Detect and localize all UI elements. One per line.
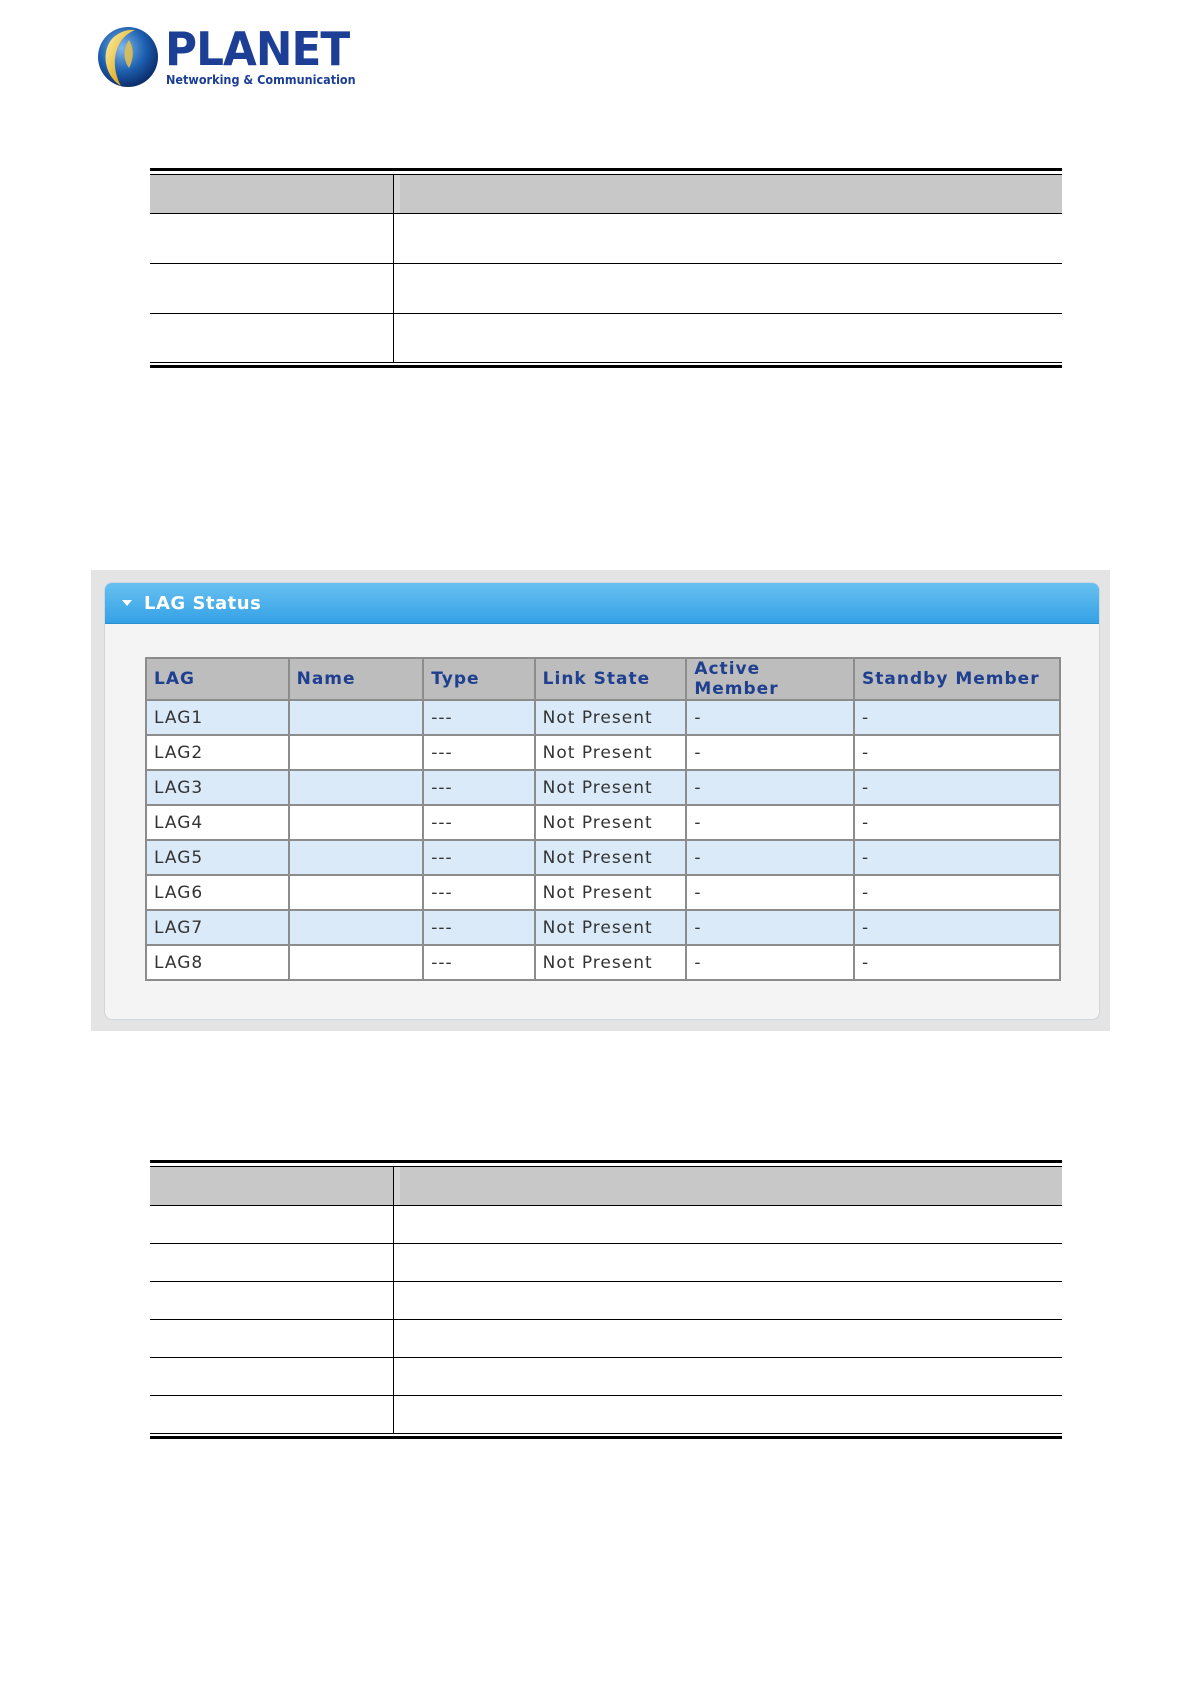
lag-status-table — [145, 657, 1061, 981]
name-cell — [289, 910, 424, 945]
active-member-cell: - — [686, 770, 854, 805]
globe-icon — [95, 24, 161, 90]
col-type-header: Type — [423, 658, 534, 700]
col-name-header: Name — [289, 658, 424, 700]
type-cell: --- — [423, 945, 534, 980]
standby-member-cell: - — [854, 945, 1060, 980]
standby-member-cell: - — [854, 875, 1060, 910]
standby-member-cell: - — [854, 770, 1060, 805]
type-cell: --- — [423, 700, 534, 735]
type-cell: --- — [423, 875, 534, 910]
lag-cell: LAG4 — [146, 805, 289, 840]
standby-member-cell: - — [854, 700, 1060, 735]
lag-cell: LAG2 — [146, 735, 289, 770]
type-cell: --- — [423, 910, 534, 945]
panel-header[interactable] — [105, 583, 1099, 624]
name-cell — [289, 945, 424, 980]
collapse-triangle-icon[interactable] — [122, 600, 132, 606]
table-header-row — [146, 658, 1060, 700]
link-state-cell: Not Present — [535, 735, 687, 770]
table-row — [146, 770, 1060, 805]
active-member-cell: - — [686, 875, 854, 910]
type-cell: --- — [423, 840, 534, 875]
table-row — [150, 1395, 1062, 1433]
col-standby-member-header: Standby Member — [854, 658, 1060, 700]
panel-title: LAG Status — [144, 592, 262, 614]
active-member-cell: - — [686, 910, 854, 945]
table-row — [150, 1205, 1062, 1243]
name-cell — [289, 700, 424, 735]
link-state-cell: Not Present — [535, 875, 687, 910]
lag-status-panel — [104, 582, 1100, 1020]
link-state-cell: Not Present — [535, 910, 687, 945]
table-row — [150, 263, 1062, 313]
name-cell — [289, 770, 424, 805]
lag-cell: LAG5 — [146, 840, 289, 875]
standby-member-cell: - — [854, 735, 1060, 770]
active-member-cell: - — [686, 805, 854, 840]
lag-cell: LAG3 — [146, 770, 289, 805]
table-row — [146, 700, 1060, 735]
lag-status-screenshot — [91, 570, 1110, 1031]
col-link-state-header: Link State — [535, 658, 687, 700]
brand-tagline: Networking & Communication — [166, 72, 356, 87]
table-row — [150, 213, 1062, 263]
standby-member-cell: - — [854, 805, 1060, 840]
table-row — [146, 910, 1060, 945]
link-state-cell: Not Present — [535, 700, 687, 735]
table-row — [146, 945, 1060, 980]
table-row — [150, 1281, 1062, 1319]
col-active-member-header: Active Member — [686, 658, 854, 700]
table-row — [146, 805, 1060, 840]
table-row — [150, 313, 1062, 362]
table-row — [146, 875, 1060, 910]
name-cell — [289, 875, 424, 910]
lag-cell: LAG8 — [146, 945, 289, 980]
lag-cell: LAG1 — [146, 700, 289, 735]
standby-member-cell: - — [854, 910, 1060, 945]
standby-member-cell: - — [854, 840, 1060, 875]
col-lag-header: LAG — [146, 658, 289, 700]
table-row — [146, 840, 1060, 875]
table-header-row — [150, 1166, 1062, 1205]
link-state-cell: Not Present — [535, 945, 687, 980]
name-cell — [289, 735, 424, 770]
planet-logo — [95, 22, 355, 92]
table-row — [150, 1243, 1062, 1281]
name-cell — [289, 805, 424, 840]
type-cell: --- — [423, 770, 534, 805]
table-row — [150, 1319, 1062, 1357]
link-state-cell: Not Present — [535, 840, 687, 875]
brand-name: PLANET — [165, 22, 350, 76]
type-cell: --- — [423, 805, 534, 840]
lag-cell: LAG7 — [146, 910, 289, 945]
object-description-table-top — [150, 168, 1062, 368]
type-cell: --- — [423, 735, 534, 770]
link-state-cell: Not Present — [535, 805, 687, 840]
table-row — [146, 735, 1060, 770]
lag-cell: LAG6 — [146, 875, 289, 910]
active-member-cell: - — [686, 735, 854, 770]
active-member-cell: - — [686, 945, 854, 980]
name-cell — [289, 840, 424, 875]
active-member-cell: - — [686, 840, 854, 875]
object-description-table-bottom — [150, 1160, 1062, 1439]
active-member-cell: - — [686, 700, 854, 735]
link-state-cell: Not Present — [535, 770, 687, 805]
table-header-row — [150, 174, 1062, 213]
table-row — [150, 1357, 1062, 1395]
